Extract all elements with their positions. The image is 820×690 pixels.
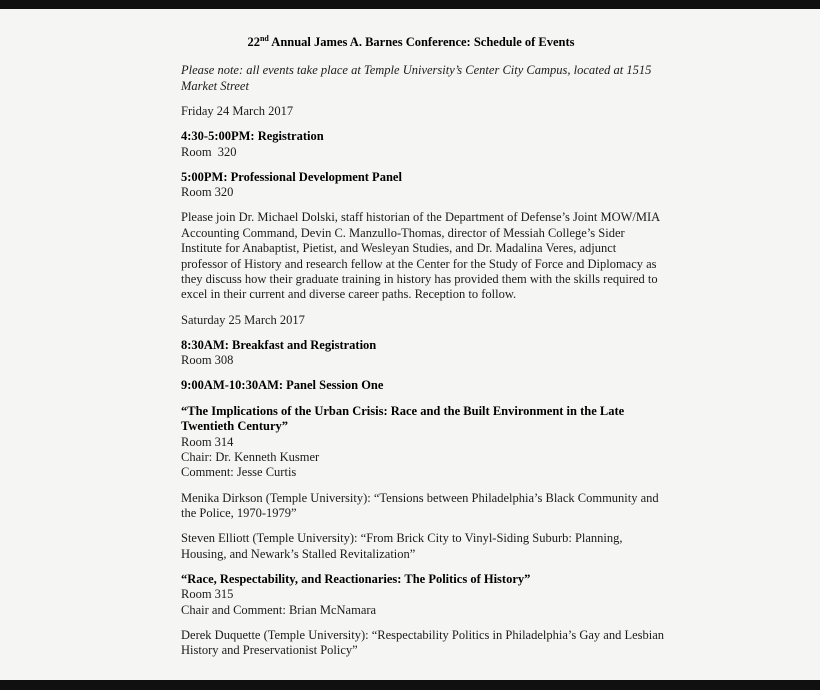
- panel-description: [181, 210, 661, 302]
- saturday-date-heading: [181, 313, 641, 328]
- presentation-line: Menika Dirkson (Temple University): “Tensions between Philadelphia’s Black Community and: [181, 490, 659, 505]
- panel-description-line: Please join Dr. Michael Dolski, staff historian of the Department of Defense’s Joint MOW/MIA: [181, 210, 661, 225]
- event-time-heading: 5:00PM: Professional Development Panel: [181, 169, 402, 184]
- panel-room: Room 315: [181, 587, 234, 602]
- panel-description-line: Institute for Anabaptist, Pietist, and Wesleyan Studies, and Dr. Madalina Veres, adjunct: [181, 241, 617, 256]
- presentation-entry-dirkson: [181, 490, 659, 522]
- panel-description-line: excel in their current and diverse career paths. Reception to follow.: [181, 287, 517, 302]
- event-room: Room 320: [181, 144, 237, 159]
- presentation-line: Steven Elliott (Temple University): “From Brick City to Vinyl-Siding Suburb: Planning,: [181, 531, 623, 546]
- date-text: Saturday 25 March 2017: [181, 312, 305, 327]
- panel-title-line: “The Implications of the Urban Crisis: Race and the Built Environment in the Late: [181, 403, 625, 418]
- session-heading: [181, 378, 641, 393]
- location-note-line: Please note: all events take place at Temple University’s Center City Campus, located at 1515: [181, 63, 652, 78]
- panel-room: Room 314: [181, 434, 234, 449]
- event-block-professional-development: [181, 170, 641, 201]
- bottom-letterbox-bar: [0, 680, 820, 690]
- panel-title: [181, 404, 641, 435]
- event-block-breakfast: [181, 338, 641, 369]
- panel-chair-comment: Chair and Comment: Brian McNamara: [181, 602, 377, 617]
- panel-comment: Comment: Jesse Curtis: [181, 465, 297, 480]
- panel-title-line: “Race, Respectability, and Reactionaries: The Politics of History”: [181, 571, 531, 586]
- presentation-line: History and Preservationist Policy”: [181, 643, 358, 658]
- panel-chair: Chair: Dr. Kenneth Kusmer: [181, 449, 320, 464]
- location-note: [181, 63, 652, 94]
- presentation-line: Housing, and Newark’s Stalled Revitalization”: [181, 546, 416, 561]
- panel-description-line: professor of History and research fellow at the Center for the Study of Force and Diplomacy as: [181, 256, 657, 271]
- panel-description-line: Accounting Command, Devin C. Manzullo-Thomas, director of Messiah College’s Sider: [181, 225, 625, 240]
- presentation-entry-duquette: [181, 627, 665, 659]
- conference-title-text: Annual James A. Barnes Conference: Schedule of Events: [268, 35, 575, 49]
- ordinal-suffix: nd: [259, 33, 269, 43]
- event-room: Room 308: [181, 353, 234, 368]
- presentation-line: the Police, 1970-1979”: [181, 505, 297, 520]
- schedule-document: [181, 9, 665, 668]
- event-room: Room 320: [181, 185, 234, 200]
- event-time-heading: 4:30-5:00PM: Registration: [181, 129, 324, 144]
- location-note-line: Market Street: [181, 78, 249, 93]
- date-text: Friday 24 March 2017: [181, 104, 294, 119]
- conference-title: [181, 35, 641, 50]
- event-block-registration-friday: [181, 129, 641, 160]
- friday-date-heading: [181, 104, 641, 119]
- panel-title-line: Twentieth Century”: [181, 419, 289, 434]
- presentation-entry-elliott: [181, 531, 641, 562]
- panel-title: [181, 572, 641, 587]
- presentation-line: Derek Duquette (Temple University): “Respectability Politics in Philadelphia’s Gay and Lesbian: [181, 627, 665, 642]
- session-heading-text: 9:00AM-10:30AM: Panel Session One: [181, 378, 384, 393]
- panel-one-block: [181, 404, 641, 481]
- panel-description-line: they discuss how their graduate training in history has provided them with the skills required to: [181, 272, 658, 287]
- event-time-heading: 8:30AM: Breakfast and Registration: [181, 337, 377, 352]
- panel-two-block: [181, 572, 641, 618]
- conference-title-number: 22: [247, 35, 260, 49]
- top-letterbox-bar: [0, 0, 820, 9]
